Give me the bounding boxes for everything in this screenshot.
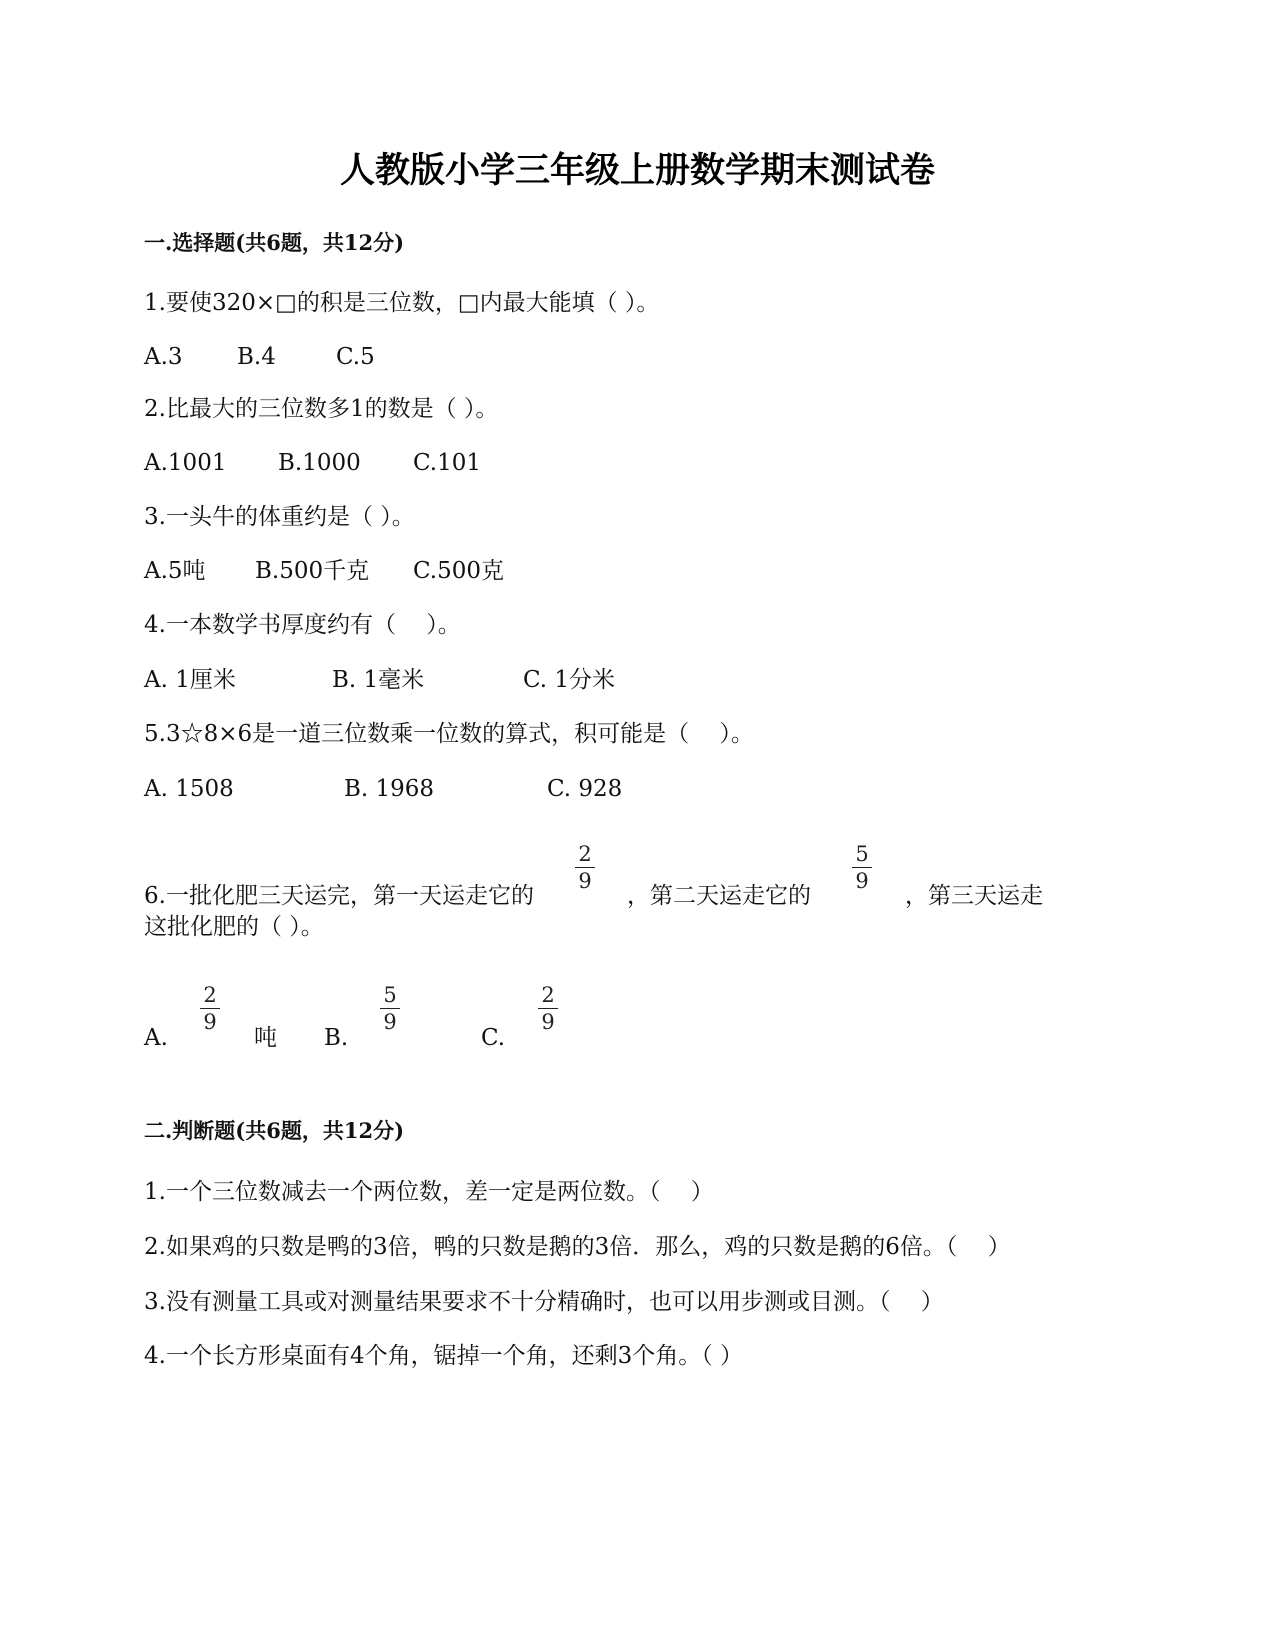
question-3-stem: 3.一头牛的体重约是（ ）。 — [144, 504, 415, 530]
question-6-option-a-unit: 吨 — [254, 1025, 277, 1051]
fraction-denominator: 9 — [203, 1010, 217, 1034]
fraction-five-ninths — [850, 842, 874, 893]
question-4-option-b: B. 1毫米 — [332, 667, 425, 693]
question-5-option-b: B. 1968 — [344, 776, 435, 802]
fraction-denominator: 9 — [578, 869, 592, 893]
question-1-option-c: C.5 — [336, 344, 375, 370]
fraction-two-ninths — [198, 983, 222, 1034]
question-6-option-c-label: C. — [481, 1025, 506, 1051]
fraction-bar — [200, 1008, 220, 1009]
question-6-stem-part2: ，第二天运走它的 — [627, 883, 811, 909]
fraction-denominator: 9 — [541, 1010, 555, 1034]
judgement-question-2: 2.如果鸡的只数是鸭的3倍，鸭的只数是鹅的3倍．那么，鸡的只数是鹅的6倍。（ ） — [144, 1234, 1011, 1260]
question-2-stem: 2.比最大的三位数多1的数是（ ）。 — [144, 396, 499, 422]
section-heading-judgement: 二.判断题(共6题，共12分) — [144, 1118, 405, 1143]
question-2-option-a: A.1001 — [144, 450, 227, 476]
judgement-question-3: 3.没有测量工具或对测量结果要求不十分精确时，也可以用步测或目测。（ ） — [144, 1289, 944, 1315]
fraction-bar — [380, 1008, 400, 1009]
fraction-numerator: 2 — [541, 983, 555, 1007]
question-2-option-b: B.1000 — [278, 450, 361, 476]
question-5-stem: 5.3☆8×6是一道三位数乘一位数的算式，积可能是（ ）。 — [144, 721, 754, 747]
question-5-option-a: A. 1508 — [144, 776, 234, 802]
question-3-option-a: A.5吨 — [144, 558, 206, 584]
question-3-option-b: B.500千克 — [255, 558, 370, 584]
question-4-stem: 4.一本数学书厚度约有（ ）。 — [144, 612, 461, 638]
question-6-option-a-label: A. — [144, 1025, 168, 1051]
judgement-question-4: 4.一个长方形桌面有4个角，锯掉一个角，还剩3个角。（ ） — [144, 1343, 744, 1369]
fraction-bar — [575, 867, 595, 868]
question-1-option-a: A.3 — [144, 344, 183, 370]
page-title: 人教版小学三年级上册数学期末测试卷 — [339, 150, 935, 191]
fraction-bar — [852, 867, 872, 868]
question-6-stem-part3: ，第三天运走 — [905, 883, 1043, 909]
judgement-question-1: 1.一个三位数减去一个两位数，差一定是两位数。（ ） — [144, 1179, 714, 1205]
fraction-numerator: 2 — [203, 983, 217, 1007]
section-heading-choice: 一.选择题(共6题，共12分) — [144, 230, 405, 255]
fraction-numerator: 2 — [578, 842, 592, 866]
question-6-stem-line2: 这批化肥的（ ）。 — [144, 914, 324, 940]
question-1-option-b: B.4 — [237, 344, 276, 370]
fraction-two-ninths — [536, 983, 560, 1034]
fraction-denominator: 9 — [855, 869, 869, 893]
fraction-numerator: 5 — [855, 842, 869, 866]
question-4-option-a: A. 1厘米 — [144, 667, 236, 693]
question-6-stem-part1: 6.一批化肥三天运完，第一天运走它的 — [144, 883, 534, 909]
fraction-denominator: 9 — [383, 1010, 397, 1034]
question-2-option-c: C.101 — [413, 450, 481, 476]
fraction-bar — [538, 1008, 558, 1009]
question-1-stem: 1.要使320×□的积是三位数，□内最大能填（ ）。 — [144, 290, 660, 316]
question-3-option-c: C.500克 — [413, 558, 504, 584]
fraction-numerator: 5 — [383, 983, 397, 1007]
fraction-two-ninths — [573, 842, 597, 893]
question-6-option-b-label: B. — [324, 1025, 349, 1051]
question-4-option-c: C. 1分米 — [523, 667, 616, 693]
fraction-five-ninths — [378, 983, 402, 1034]
question-5-option-c: C. 928 — [547, 776, 623, 802]
